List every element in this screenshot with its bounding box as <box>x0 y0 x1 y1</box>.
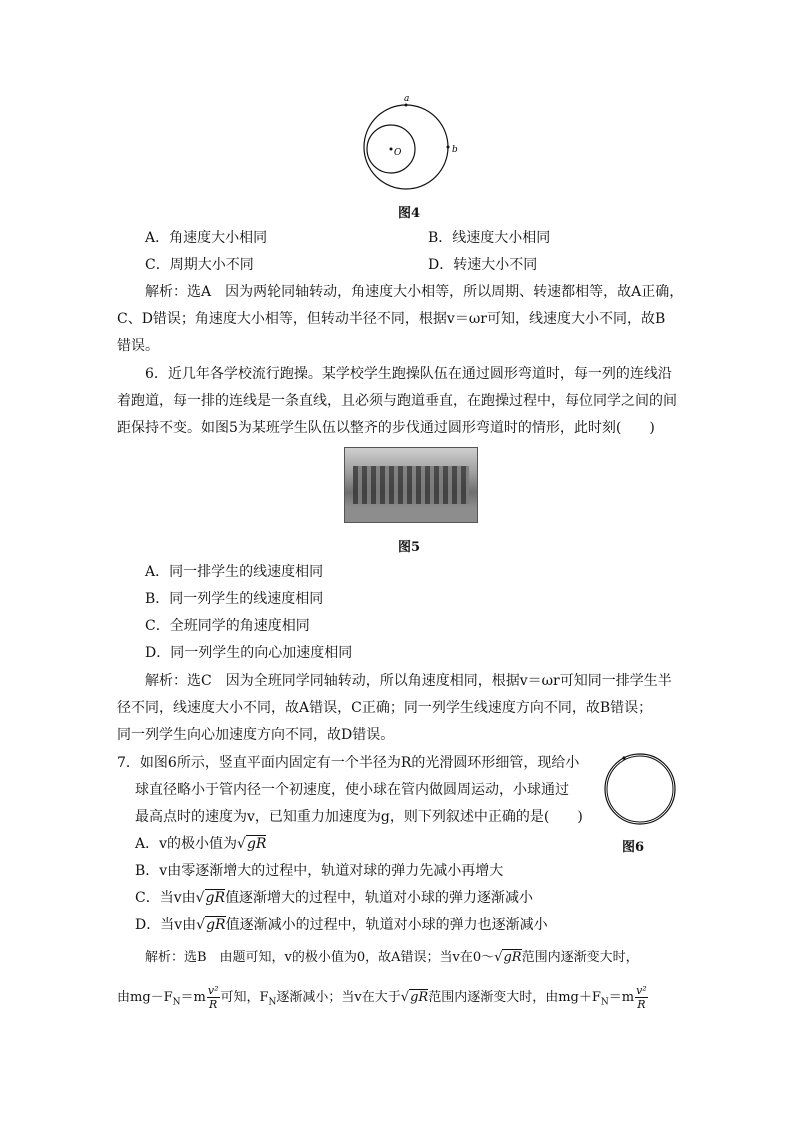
q7-stem-line3: 最高点时的速度为v，已知重力加速度为g，则下列叙述中正确的是( ) <box>135 809 583 825</box>
q7-exp2-a: 由mg－F <box>117 990 173 1005</box>
q7-option-b: B．v由零逐渐增大的过程中，轨道对球的弹力先减小再增大 <box>135 863 504 879</box>
q6-explanation-line1: 解析：选C 因为全班同学同轴转动，所以角速度相同，根据v＝ωr可知同一排学生半 <box>145 673 672 689</box>
fraction-numerator: v² <box>207 984 219 997</box>
fraction-numerator: v² <box>636 984 647 997</box>
sqrt-gr: gR <box>246 836 267 852</box>
label-o: O <box>394 148 402 158</box>
sqrt-symbol: √ <box>400 990 410 1005</box>
fraction-denominator: R <box>209 998 218 1011</box>
q7-exp1-pre: 解析：选B 由题可知，v的极小值为0，故A错误；当v在0～ <box>145 950 495 965</box>
sqrt-symbol: √ <box>494 950 503 965</box>
point-b <box>447 146 450 149</box>
q7-exp2-e: 范围内逐渐变大时，由mg＋F <box>428 990 601 1005</box>
q6-stem-line1: 6．近几年各学校流行跑操。某学校学生跑操队伍在通过圆形弯道时，每一列的连线沿 <box>145 366 672 382</box>
q7-exp1-post: 范围内逐渐变大时， <box>521 950 639 965</box>
q5-option-d: D．转速大小不同 <box>428 257 538 273</box>
label-a: a <box>404 94 410 104</box>
q7-option-c-pre: C．当v由 <box>135 890 196 906</box>
q5-explanation-line3: 错误。 <box>117 338 159 354</box>
running-track <box>345 508 477 522</box>
q6-explanation-line3: 同一列学生向心加速度方向不同，故D错误。 <box>117 727 395 743</box>
figure-4-caption: 图4 <box>398 206 421 221</box>
q7-option-c <box>135 888 533 908</box>
subscript-n: N <box>268 997 277 1008</box>
sqrt-symbol: √ <box>237 836 246 852</box>
q6-option-a: A．同一排学生的线速度相同 <box>145 564 324 580</box>
center-point-o <box>390 148 393 151</box>
fraction-v2-over-r <box>635 984 648 1011</box>
q7-exp2-b: ＝m <box>180 990 206 1005</box>
sqrt-symbol: √ <box>195 890 205 906</box>
q7-explanation-line2 <box>117 984 649 1013</box>
fraction-denominator: R <box>637 998 646 1011</box>
q7-exp2-d: 逐渐减小；当v在大于 <box>276 990 401 1005</box>
q7-stem-line2: 球直径略小于管内径一个初速度，使小球在管内做圆周运动，小球通过 <box>135 782 569 798</box>
outer-wheel <box>364 105 448 189</box>
sqrt-gr: gR <box>205 890 226 906</box>
q7-option-c-post: 值逐渐增大的过程中，轨道对小球的弹力逐渐减小 <box>225 890 534 906</box>
q6-option-b: B．同一列学生的线速度相同 <box>145 591 324 607</box>
q6-stem-line3: 距保持不变。如图5为某班学生队伍以整齐的步伐通过圆形弯道时的情形，此时刻( ) <box>117 420 655 436</box>
q7-exp2-c: 可知，F <box>220 990 269 1005</box>
ball <box>622 756 625 759</box>
subscript-n: N <box>600 997 609 1008</box>
q7-option-d-pre: D．当v由 <box>135 917 197 933</box>
q7-option-d-post: 值逐渐减小的过程中，轨道对小球的弹力也逐渐减小 <box>225 917 548 933</box>
q6-option-d: D．同一列学生的向心加速度相同 <box>145 645 353 661</box>
outer-tube-wall <box>605 754 675 824</box>
q7-option-d <box>135 915 548 935</box>
q6-option-c: C．全班同学的角速度相同 <box>145 618 310 634</box>
q7-option-a <box>135 834 266 854</box>
label-b: b <box>452 145 458 155</box>
q5-option-b: B．线速度大小相同 <box>428 230 551 246</box>
sqrt-gr: gR <box>503 950 522 965</box>
inner-tube-wall <box>607 756 673 822</box>
q7-option-a-text: A．v的极小值为 <box>135 836 238 852</box>
figure-6-diagram <box>600 750 680 826</box>
subscript-n: N <box>172 997 181 1008</box>
q5-explanation-line2: C、D错误；角速度大小相等，但转动半径不同，根据v＝ωr可知，线速度大小不同，故B <box>117 311 666 327</box>
sqrt-gr: gR <box>410 990 429 1005</box>
q7-stem-line1: 7．如图6所示，竖直平面内固定有一个半径为R的光滑圆环形细管，现给小 <box>117 755 580 771</box>
sqrt-gr: gR <box>206 917 226 933</box>
q7-exp2-f: ＝m <box>608 990 635 1005</box>
q6-explanation-line2: 径不同，线速度大小不同，故A错误，C正确；同一列学生线速度方向不同，故B错误； <box>117 700 653 716</box>
students-marching <box>353 466 469 504</box>
sqrt-symbol: √ <box>196 917 206 933</box>
q6-stem-line2: 着跑道，每一排的连线是一条直线，且必须与跑道垂直，在跑操过程中，每位同学之间的间 <box>117 393 677 409</box>
figure-4-diagram <box>358 94 462 192</box>
q5-explanation-line1: 解析：选A 因为两轮同轴转动，角速度大小相等，所以周期、转速都相等，故A正确， <box>145 284 684 300</box>
figure-5-caption: 图5 <box>398 540 421 555</box>
figure-6-caption: 图6 <box>622 840 645 855</box>
q5-option-a: A．角速度大小相同 <box>145 230 268 246</box>
fraction-v2-over-r <box>207 984 220 1011</box>
figure-5-photo <box>344 447 478 523</box>
q7-explanation-line1 <box>145 948 639 968</box>
q5-option-c: C．周期大小不同 <box>145 257 254 273</box>
